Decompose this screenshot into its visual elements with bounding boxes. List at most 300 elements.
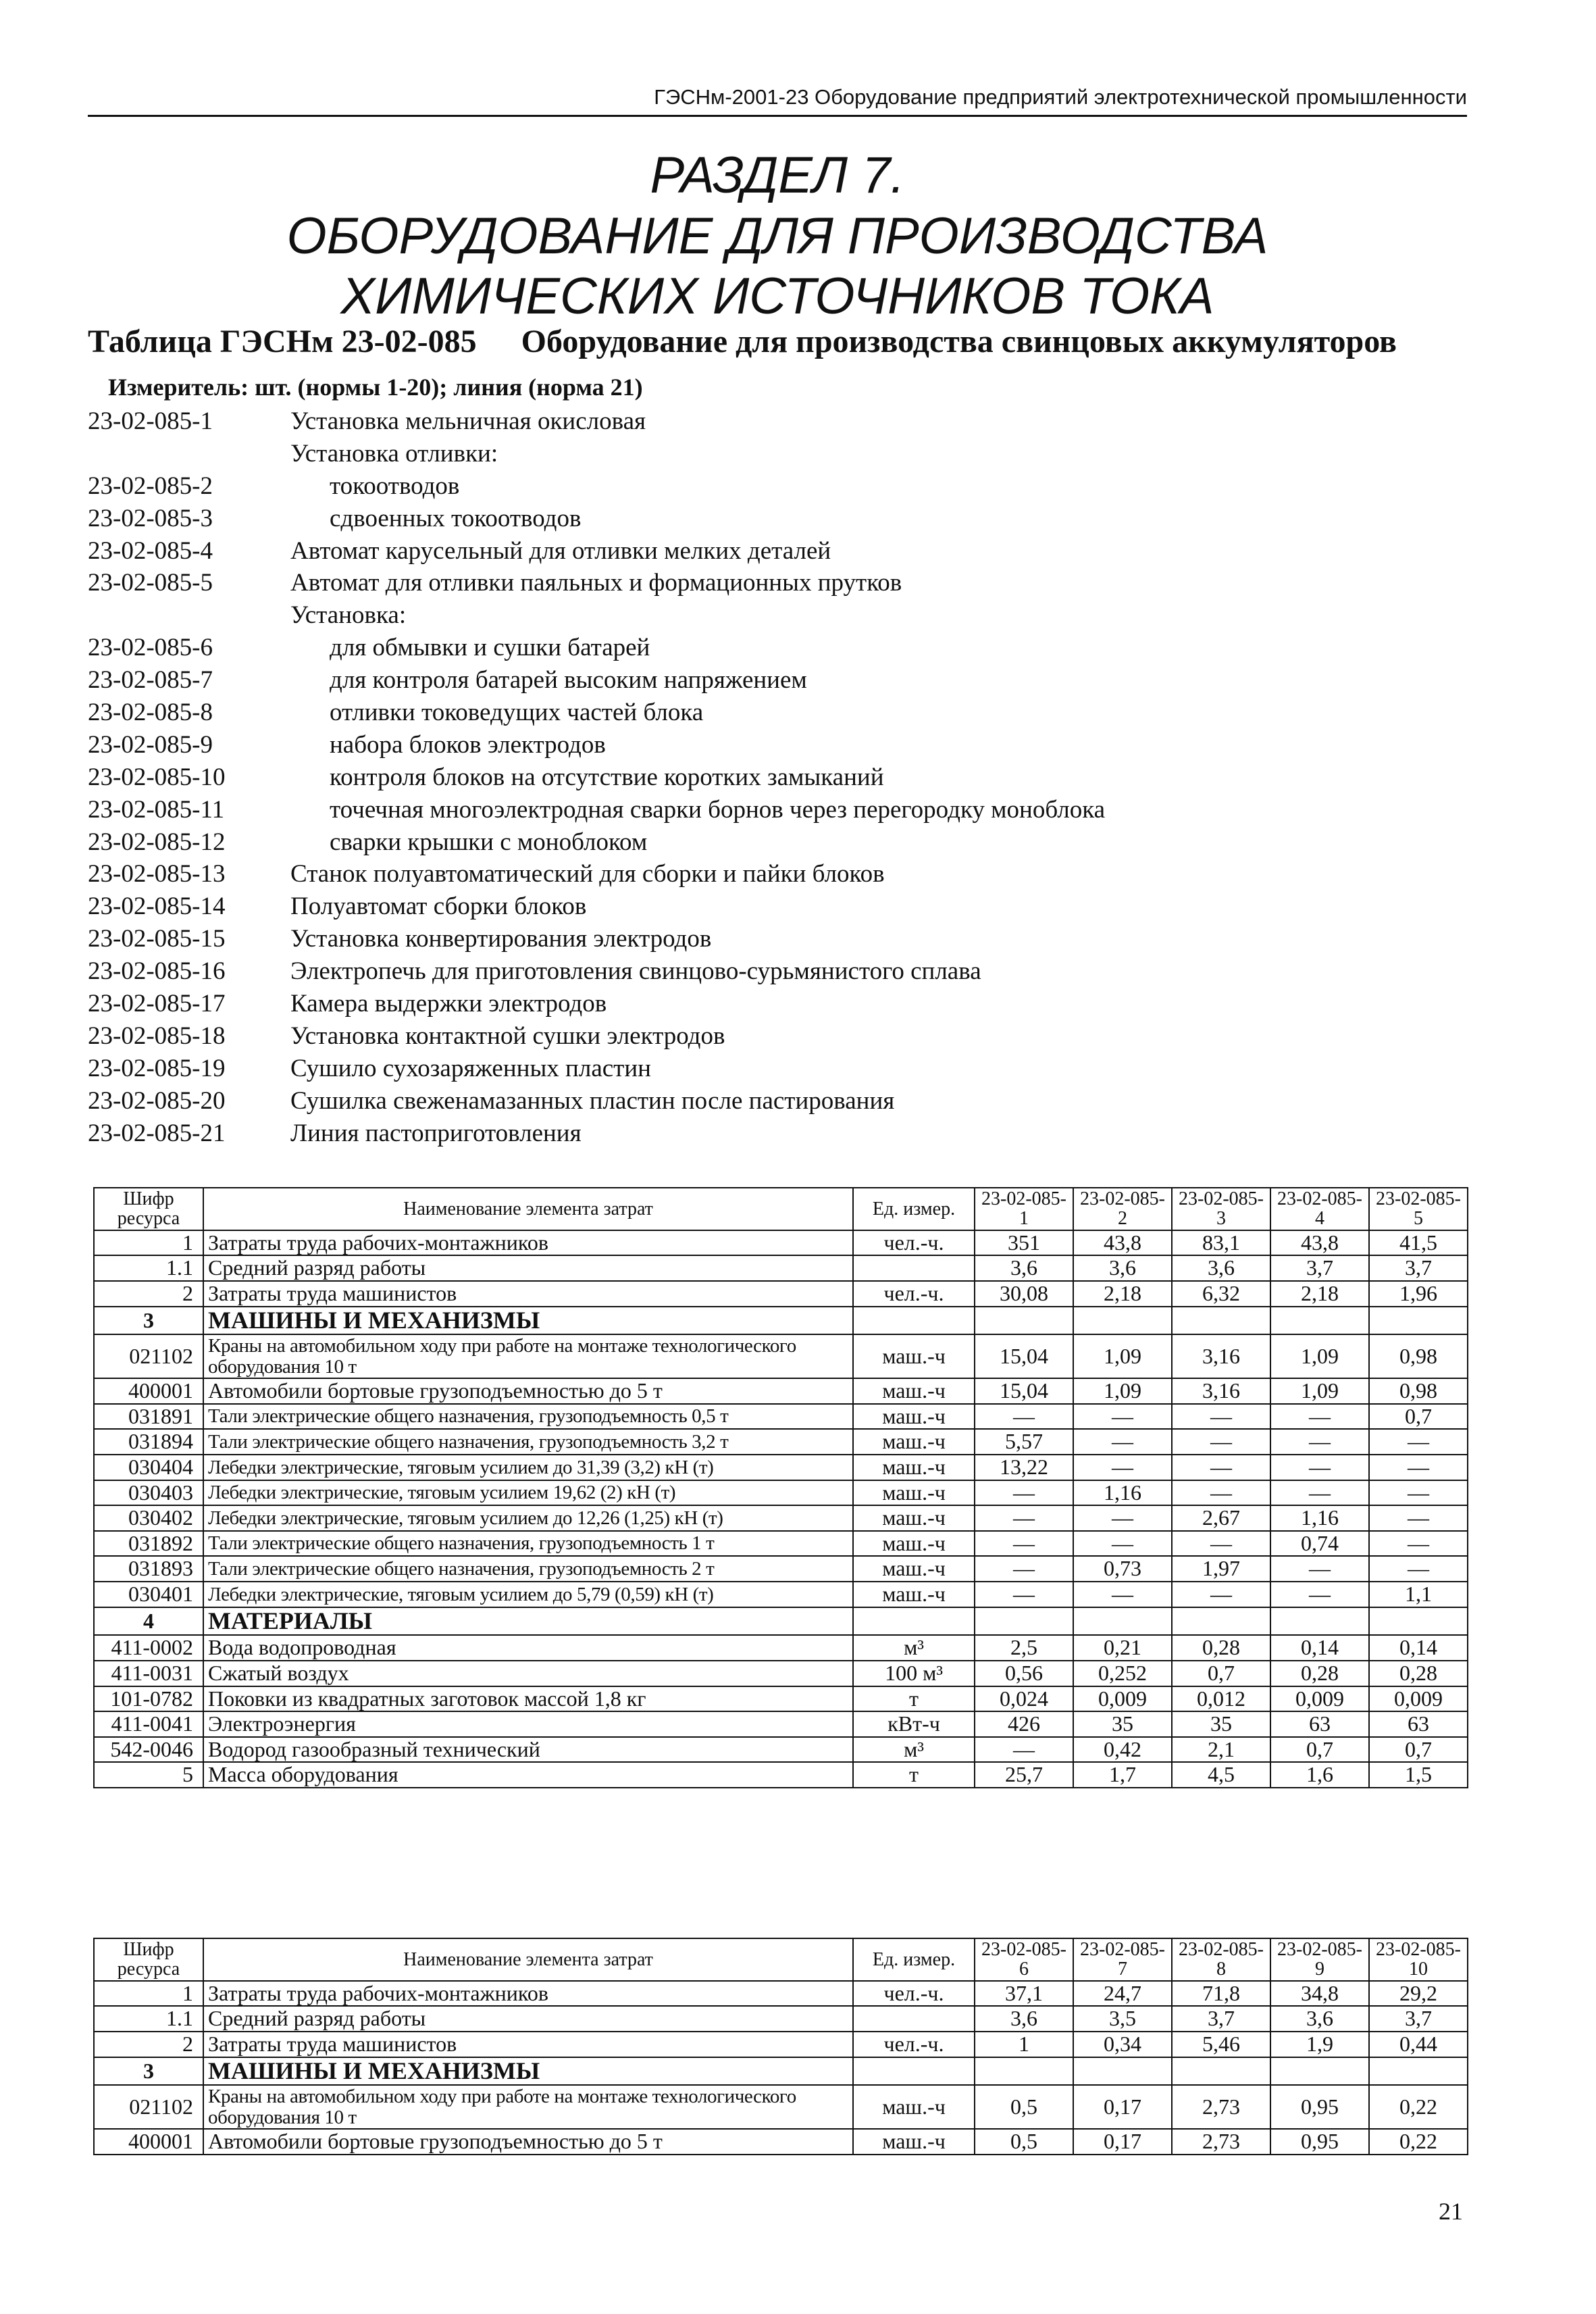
row-code: 1 xyxy=(94,1981,203,2007)
row-value: 0,22 xyxy=(1369,2085,1468,2129)
row-code: 030401 xyxy=(94,1582,203,1607)
norm-code: 23-02-085-19 xyxy=(88,1054,226,1082)
cost-table-2 xyxy=(93,1938,1468,2155)
row-unit: м³ xyxy=(853,1635,975,1661)
row-unit: маш.-ч xyxy=(853,1334,975,1378)
row-value: — xyxy=(1270,1429,1369,1455)
header-norm-column: 23-02-085-5 xyxy=(1369,1188,1468,1230)
header-code: Шифр ресурса xyxy=(94,1938,203,1981)
row-code: 542-0046 xyxy=(94,1737,203,1763)
row-code: 2 xyxy=(94,2032,203,2057)
norm-code: 23-02-085-20 xyxy=(88,1086,226,1115)
row-unit: маш.-ч xyxy=(853,1556,975,1582)
section-row xyxy=(94,1607,1468,1636)
header-name: Наименование элемента затрат xyxy=(203,1938,853,1981)
row-code: 031893 xyxy=(94,1556,203,1582)
header-norm-column: 23-02-085-3 xyxy=(1172,1188,1270,1230)
table-row xyxy=(94,1255,1468,1281)
norm-row xyxy=(88,632,1472,664)
table-row xyxy=(94,1635,1468,1661)
row-value: 25,7 xyxy=(975,1762,1073,1788)
norm-code: 23-02-085-9 xyxy=(88,730,213,759)
norm-description: сварки крышки с моноблоком xyxy=(330,828,648,856)
norm-description: Установка мельничная окисловая xyxy=(290,407,646,435)
row-value: 0,98 xyxy=(1369,1378,1468,1404)
row-name: Затраты труда машинистов xyxy=(203,1281,853,1307)
row-code: 3 xyxy=(94,2057,203,2086)
norm-code: 23-02-085-1 xyxy=(88,407,213,435)
row-value: 71,8 xyxy=(1172,1981,1270,2007)
row-value: 0,252 xyxy=(1073,1661,1172,1686)
row-name: Тали электрические общего назначения, грузоподъемность 2 т xyxy=(203,1556,853,1582)
row-value: 3,6 xyxy=(975,1255,1073,1281)
row-value: 0,009 xyxy=(1270,1686,1369,1712)
norm-code: 23-02-085-17 xyxy=(88,990,226,1018)
row-value: 5,46 xyxy=(1172,2032,1270,2057)
row-value: — xyxy=(975,1582,1073,1607)
norm-description: сдвоенных токоотводов xyxy=(330,504,582,532)
row-value: 1,5 xyxy=(1369,1762,1468,1788)
row-value: — xyxy=(1270,1582,1369,1607)
norm-row xyxy=(88,470,1472,503)
norm-description: контроля блоков на отсутствие коротких замыканий xyxy=(330,763,884,791)
norm-row xyxy=(88,988,1472,1020)
empty-cell xyxy=(975,1307,1073,1335)
norm-description: для контроля батарей высоким напряжением xyxy=(330,666,807,695)
row-name: Электроэнергия xyxy=(203,1711,853,1737)
row-value: 2,5 xyxy=(975,1635,1073,1661)
row-value: 1,16 xyxy=(1270,1505,1369,1531)
row-value: 2,18 xyxy=(1073,1281,1172,1307)
row-unit: маш.-ч xyxy=(853,1429,975,1455)
empty-cell xyxy=(853,2057,975,2086)
row-value: 5,57 xyxy=(975,1429,1073,1455)
norm-description: Установка: xyxy=(290,601,407,630)
row-value: 24,7 xyxy=(1073,1981,1172,2007)
row-unit: маш.-ч xyxy=(853,1582,975,1607)
row-value: 1,09 xyxy=(1270,1334,1369,1378)
row-value: — xyxy=(1369,1505,1468,1531)
norm-code: 23-02-085-13 xyxy=(88,860,226,888)
row-value: 6,32 xyxy=(1172,1281,1270,1307)
row-value: 4,5 xyxy=(1172,1762,1270,1788)
norm-code: 23-02-085-18 xyxy=(88,1022,226,1050)
norm-code: 23-02-085-4 xyxy=(88,536,213,565)
table-row xyxy=(94,1661,1468,1686)
row-value: 0,17 xyxy=(1073,2129,1172,2155)
row-name: Затраты труда рабочих-монтажников xyxy=(203,1230,853,1256)
row-value: 0,34 xyxy=(1073,2032,1172,2057)
row-name: Вода водопроводная xyxy=(203,1635,853,1661)
row-value: 3,5 xyxy=(1073,2006,1172,2032)
row-value: 0,7 xyxy=(1369,1404,1468,1430)
row-value: 0,56 xyxy=(975,1661,1073,1686)
norm-description: Линия пастоприготовления xyxy=(290,1119,582,1147)
norm-description: Сушилка свеженамазанных пластин после пастирования xyxy=(290,1086,895,1115)
row-value: 15,04 xyxy=(975,1334,1073,1378)
row-code: 3 xyxy=(94,1307,203,1335)
header-norm-column: 23-02-085-1 xyxy=(975,1188,1073,1230)
row-value: 0,95 xyxy=(1270,2085,1369,2129)
norm-code: 23-02-085-8 xyxy=(88,699,213,727)
row-value: 83,1 xyxy=(1172,1230,1270,1256)
row-code: 030404 xyxy=(94,1455,203,1480)
row-name: Краны на автомобильном ходу при работе на монтаже технологического оборудования 10 т xyxy=(203,2085,853,2129)
row-unit: маш.-ч xyxy=(853,2085,975,2129)
row-name: Автомобили бортовые грузоподъемностью до 5 т xyxy=(203,2129,853,2155)
row-value: — xyxy=(975,1737,1073,1763)
row-value: 43,8 xyxy=(1270,1230,1369,1256)
row-value: 30,08 xyxy=(975,1281,1073,1307)
row-value: 43,8 xyxy=(1073,1230,1172,1256)
row-value: 15,04 xyxy=(975,1378,1073,1404)
row-value: 2,73 xyxy=(1172,2085,1270,2129)
header-unit: Ед. измер. xyxy=(853,1938,975,1981)
row-unit: 100 м³ xyxy=(853,1661,975,1686)
row-value: — xyxy=(1369,1531,1468,1557)
row-unit: маш.-ч xyxy=(853,1480,975,1506)
row-value: — xyxy=(1172,1531,1270,1557)
section-title-line-2: ОБОРУДОВАНИЕ ДЛЯ ПРОИЗВОДСТВА xyxy=(286,207,1268,265)
header-norm-column: 23-02-085-8 xyxy=(1172,1938,1270,1981)
row-value: 41,5 xyxy=(1369,1230,1468,1256)
row-value: 2,73 xyxy=(1172,2129,1270,2155)
table-row xyxy=(94,1556,1468,1582)
row-unit xyxy=(853,2006,975,2032)
row-value: — xyxy=(975,1404,1073,1430)
row-value: 1,09 xyxy=(1270,1378,1369,1404)
empty-cell xyxy=(1270,1607,1369,1636)
norm-description: отливки токоведущих частей блока xyxy=(330,699,704,727)
row-value: 29,2 xyxy=(1369,1981,1468,2007)
row-name: Средний разряд работы xyxy=(203,2006,853,2032)
row-value: — xyxy=(1073,1429,1172,1455)
row-value: — xyxy=(975,1505,1073,1531)
row-value: 3,6 xyxy=(1172,1255,1270,1281)
row-name: Лебедки электрические, тяговым усилием до 5,79 (0,59) кН (т) xyxy=(203,1582,853,1607)
row-value: 426 xyxy=(975,1711,1073,1737)
row-value: 1,96 xyxy=(1369,1281,1468,1307)
norm-code: 23-02-085-21 xyxy=(88,1119,226,1147)
norm-row xyxy=(88,923,1472,955)
row-name: Водород газообразный технический xyxy=(203,1737,853,1763)
row-unit: маш.-ч xyxy=(853,1531,975,1557)
empty-cell xyxy=(1073,1307,1172,1335)
norm-description: Электропечь для приготовления свинцово-сурьмянистого сплава xyxy=(290,957,981,986)
row-value: 35 xyxy=(1172,1711,1270,1737)
table-row xyxy=(94,1429,1468,1455)
row-value: 3,6 xyxy=(975,2006,1073,2032)
table-row xyxy=(94,1378,1468,1404)
row-name: Тали электрические общего назначения, грузоподъемность 3,2 т xyxy=(203,1429,853,1455)
row-value: 37,1 xyxy=(975,1981,1073,2007)
norm-description: набора блоков электродов xyxy=(330,730,606,759)
row-value: 3,7 xyxy=(1172,2006,1270,2032)
norm-code: 23-02-085-3 xyxy=(88,504,213,532)
row-unit: чел.-ч. xyxy=(853,2032,975,2057)
row-unit: маш.-ч xyxy=(853,2129,975,2155)
norm-description: токоотводов xyxy=(330,472,460,500)
row-value: 1,16 xyxy=(1073,1480,1172,1506)
row-value: 3,7 xyxy=(1369,2006,1468,2032)
row-code: 1.1 xyxy=(94,1255,203,1281)
row-value: 0,28 xyxy=(1270,1661,1369,1686)
row-name: Средний разряд работы xyxy=(203,1255,853,1281)
norm-code: 23-02-085-2 xyxy=(88,472,213,500)
norm-row xyxy=(88,729,1472,761)
row-unit: т xyxy=(853,1762,975,1788)
norm-row xyxy=(88,535,1472,568)
row-value: — xyxy=(1369,1429,1468,1455)
empty-cell xyxy=(1369,2057,1468,2086)
norm-description: для обмывки и сушки батарей xyxy=(330,634,650,662)
row-code: 030403 xyxy=(94,1480,203,1506)
norm-description: Автомат для отливки паяльных и формационных прутков xyxy=(290,569,902,597)
table-row xyxy=(94,1711,1468,1737)
row-value: 0,44 xyxy=(1369,2032,1468,2057)
section-title-cell: МАТЕРИАЛЫ xyxy=(203,1607,853,1636)
norm-row xyxy=(88,503,1472,535)
row-unit xyxy=(853,1255,975,1281)
row-value: 0,74 xyxy=(1270,1531,1369,1557)
row-code: 411-0031 xyxy=(94,1661,203,1686)
norm-row xyxy=(88,1117,1472,1150)
row-value: — xyxy=(1073,1455,1172,1480)
empty-cell xyxy=(853,1607,975,1636)
table-caption xyxy=(88,323,1472,360)
row-value: — xyxy=(1270,1455,1369,1480)
row-value: 1,6 xyxy=(1270,1762,1369,1788)
empty-cell xyxy=(853,1307,975,1335)
norm-list xyxy=(88,405,1472,1149)
row-name: Масса оборудования xyxy=(203,1762,853,1788)
table-row xyxy=(94,1762,1468,1788)
section-title-line-1: РАЗДЕЛ 7. xyxy=(650,147,905,204)
row-value: 3,16 xyxy=(1172,1378,1270,1404)
row-value: 0,22 xyxy=(1369,2129,1468,2155)
row-name: Тали электрические общего назначения, грузоподъемность 1 т xyxy=(203,1531,853,1557)
row-name: Поковки из квадратных заготовок массой 1,8 кг xyxy=(203,1686,853,1712)
row-value: — xyxy=(1172,1582,1270,1607)
norm-row xyxy=(88,761,1472,794)
norm-code: 23-02-085-12 xyxy=(88,828,226,856)
row-value: — xyxy=(1172,1480,1270,1506)
norm-description: Сушило сухозаряженных пластин xyxy=(290,1054,651,1082)
row-value: 3,6 xyxy=(1270,2006,1369,2032)
empty-cell xyxy=(1172,1607,1270,1636)
norm-description: точечная многоэлектродная сварки борнов через перегородку моноблока xyxy=(330,795,1106,824)
row-value: — xyxy=(1073,1531,1172,1557)
row-value: — xyxy=(1270,1404,1369,1430)
norm-description: Установка конвертирования электродов xyxy=(290,925,712,953)
running-header: ГЭСНм-2001-23 Оборудование предприятий электротехнической промышленности xyxy=(88,85,1467,117)
section-title-line-3: ХИМИЧЕСКИХ ИСТОЧНИКОВ ТОКА xyxy=(340,268,1214,326)
row-name: Лебедки электрические, тяговым усилием 19,62 (2) кН (т) xyxy=(203,1480,853,1506)
section-title-cell: МАШИНЫ И МЕХАНИЗМЫ xyxy=(203,1307,853,1335)
table-caption-title: Оборудование для производства свинцовых аккумуляторов xyxy=(521,324,1397,359)
section-title-cell: МАШИНЫ И МЕХАНИЗМЫ xyxy=(203,2057,853,2086)
row-unit: маш.-ч xyxy=(853,1378,975,1404)
row-unit: чел.-ч. xyxy=(853,1981,975,2007)
row-code: 400001 xyxy=(94,2129,203,2155)
empty-cell xyxy=(1073,2057,1172,2086)
table-row xyxy=(94,1686,1468,1712)
row-name: Тали электрические общего назначения, грузоподъемность 0,5 т xyxy=(203,1404,853,1430)
row-value: 35 xyxy=(1073,1711,1172,1737)
row-code: 021102 xyxy=(94,2085,203,2129)
row-value: 0,21 xyxy=(1073,1635,1172,1661)
header-unit: Ед. измер. xyxy=(853,1188,975,1230)
row-code: 030402 xyxy=(94,1505,203,1531)
norm-code: 23-02-085-14 xyxy=(88,892,226,921)
row-code: 1 xyxy=(94,1230,203,1256)
header-norm-column: 23-02-085-9 xyxy=(1270,1938,1369,1981)
norm-code: 23-02-085-7 xyxy=(88,666,213,695)
row-code: 1.1 xyxy=(94,2006,203,2032)
header-norm-column: 23-02-085-7 xyxy=(1073,1938,1172,1981)
row-code: 031892 xyxy=(94,1531,203,1557)
row-value: 1,9 xyxy=(1270,2032,1369,2057)
norm-code: 23-02-085-10 xyxy=(88,763,226,791)
norm-row xyxy=(88,1085,1472,1117)
row-code: 031894 xyxy=(94,1429,203,1455)
table-caption-label: Таблица ГЭСНм 23-02-085 xyxy=(88,324,477,359)
row-value: 13,22 xyxy=(975,1455,1073,1480)
norm-code xyxy=(88,599,290,632)
empty-cell xyxy=(975,1607,1073,1636)
norm-description: Станок полуавтоматический для сборки и пайки блоков xyxy=(290,860,885,888)
row-value: 1,1 xyxy=(1369,1582,1468,1607)
row-value: 1,09 xyxy=(1073,1334,1172,1378)
row-name: Затраты труда машинистов xyxy=(203,2032,853,2057)
norm-row xyxy=(88,405,1472,438)
row-value: — xyxy=(1369,1455,1468,1480)
row-value: 0,95 xyxy=(1270,2129,1369,2155)
row-unit: т xyxy=(853,1686,975,1712)
row-unit: маш.-ч xyxy=(853,1455,975,1480)
row-value: — xyxy=(975,1556,1073,1582)
norm-description: Камера выдержки электродов xyxy=(290,990,607,1018)
norm-row xyxy=(88,858,1472,890)
row-code: 021102 xyxy=(94,1334,203,1378)
row-value: 2,67 xyxy=(1172,1505,1270,1531)
row-value: 2,18 xyxy=(1270,1281,1369,1307)
norm-code: 23-02-085-11 xyxy=(88,795,225,824)
row-value: — xyxy=(1270,1480,1369,1506)
row-unit: маш.-ч xyxy=(853,1505,975,1531)
section-title xyxy=(88,145,1467,327)
table-row xyxy=(94,1737,1468,1763)
cost-table-1 xyxy=(93,1187,1468,1788)
section-row xyxy=(94,2057,1468,2086)
empty-cell xyxy=(1172,2057,1270,2086)
empty-cell xyxy=(1172,1307,1270,1335)
table-row xyxy=(94,1334,1468,1378)
row-value: 0,17 xyxy=(1073,2085,1172,2129)
row-code: 411-0002 xyxy=(94,1635,203,1661)
row-value: 34,8 xyxy=(1270,1981,1369,2007)
header-norm-column: 23-02-085-2 xyxy=(1073,1188,1172,1230)
row-name: Автомобили бортовые грузоподъемностью до 5 т xyxy=(203,1378,853,1404)
norm-row xyxy=(88,438,1472,470)
norm-description: Полуавтомат сборки блоков xyxy=(290,892,587,921)
norm-description: Автомат карусельный для отливки мелких деталей xyxy=(290,536,831,565)
norm-code: 23-02-085-16 xyxy=(88,957,226,986)
table-row xyxy=(94,2032,1468,2057)
row-unit: кВт-ч xyxy=(853,1711,975,1737)
row-code: 101-0782 xyxy=(94,1686,203,1712)
row-value: — xyxy=(1369,1556,1468,1582)
norm-row xyxy=(88,697,1472,729)
row-value: 3,16 xyxy=(1172,1334,1270,1378)
row-value: — xyxy=(1073,1505,1172,1531)
row-value: 2,1 xyxy=(1172,1737,1270,1763)
row-value: 1,7 xyxy=(1073,1762,1172,1788)
header-norm-column: 23-02-085-10 xyxy=(1369,1938,1468,1981)
table-row xyxy=(94,1531,1468,1557)
table-row xyxy=(94,1230,1468,1256)
norm-row xyxy=(88,1020,1472,1053)
header-code: Шифр ресурса xyxy=(94,1188,203,1230)
row-value: — xyxy=(1270,1556,1369,1582)
table-row xyxy=(94,1404,1468,1430)
row-value: — xyxy=(1172,1455,1270,1480)
table-row xyxy=(94,2006,1468,2032)
row-value: 1,09 xyxy=(1073,1378,1172,1404)
row-code: 411-0041 xyxy=(94,1711,203,1737)
norm-description: Установка контактной сушки электродов xyxy=(290,1022,725,1050)
row-value: 351 xyxy=(975,1230,1073,1256)
row-value: 0,024 xyxy=(975,1686,1073,1712)
page-number: 21 xyxy=(1439,2198,1463,2225)
row-value: 3,7 xyxy=(1270,1255,1369,1281)
row-value: 0,28 xyxy=(1172,1635,1270,1661)
row-value: — xyxy=(1369,1480,1468,1506)
empty-cell xyxy=(975,2057,1073,2086)
row-value: 0,28 xyxy=(1369,1661,1468,1686)
norm-code xyxy=(88,438,290,470)
row-value: 0,5 xyxy=(975,2085,1073,2129)
header-row xyxy=(94,1938,1468,1981)
row-name: Лебедки электрические, тяговым усилием до 12,26 (1,25) кН (т) xyxy=(203,1505,853,1531)
table-row xyxy=(94,1480,1468,1506)
row-value: 0,73 xyxy=(1073,1556,1172,1582)
row-value: — xyxy=(1172,1404,1270,1430)
row-value: 0,42 xyxy=(1073,1737,1172,1763)
row-value: — xyxy=(1073,1404,1172,1430)
row-unit: м³ xyxy=(853,1737,975,1763)
empty-cell xyxy=(1369,1307,1468,1335)
header-row xyxy=(94,1188,1468,1230)
row-value: 0,14 xyxy=(1270,1635,1369,1661)
norm-row xyxy=(88,1053,1472,1085)
row-value: 0,98 xyxy=(1369,1334,1468,1378)
row-value: 63 xyxy=(1270,1711,1369,1737)
section-row xyxy=(94,1307,1468,1335)
row-unit: маш.-ч xyxy=(853,1404,975,1430)
row-value: 1,97 xyxy=(1172,1556,1270,1582)
row-value: 1 xyxy=(975,2032,1073,2057)
row-name: Краны на автомобильном ходу при работе на монтаже технологического оборудования 10 т xyxy=(203,1334,853,1378)
header-name: Наименование элемента затрат xyxy=(203,1188,853,1230)
row-value: — xyxy=(1073,1582,1172,1607)
table-row xyxy=(94,1455,1468,1480)
norm-row xyxy=(88,826,1472,859)
empty-cell xyxy=(1369,1607,1468,1636)
row-value: 63 xyxy=(1369,1711,1468,1737)
row-value: 0,7 xyxy=(1270,1737,1369,1763)
row-value: 0,7 xyxy=(1369,1737,1468,1763)
